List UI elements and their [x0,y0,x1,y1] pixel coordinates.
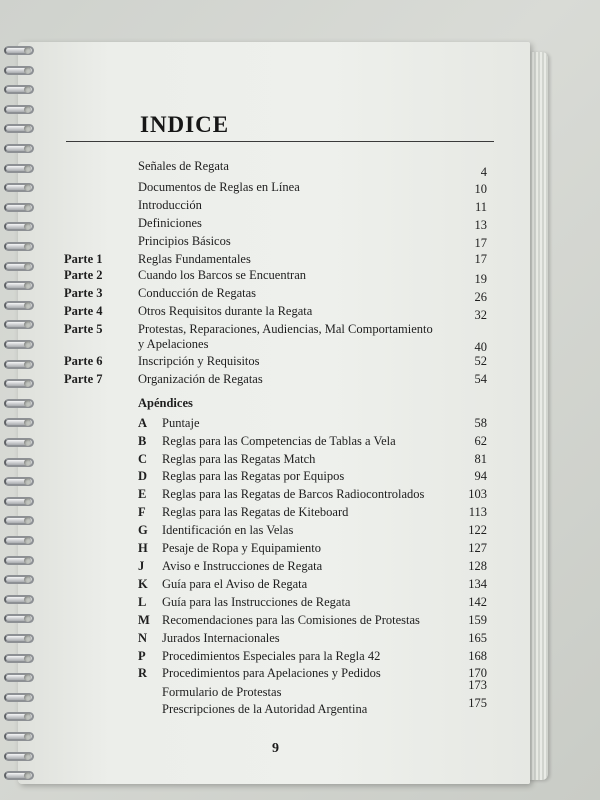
toc-title: Reglas Fundamentales [138,252,251,266]
toc-page: 17 [474,252,487,266]
appendix-row [0,467,487,485]
toc-page: 19 [474,272,487,286]
toc-row [0,214,487,232]
toc-row [0,320,487,356]
appendix-page: 173 [468,678,487,692]
appendix-title: Reglas para las Regatas de Kiteboard [162,505,349,519]
appendix-page: 94 [474,469,487,483]
appendix-row [0,485,487,503]
appendix-letter: J [138,559,145,573]
appendix-row [0,539,487,557]
toc-title: Señales de Regata [138,159,229,173]
appendix-page: 168 [468,649,487,663]
toc-page: 54 [474,372,487,386]
toc-page: 17 [474,236,487,250]
appendix-row [0,696,487,718]
appendix-title: Jurados Internacionales [162,631,280,645]
appendix-page: 113 [468,505,487,519]
appendix-title: Recomendaciones para las Comisiones de Protestas [162,613,420,627]
toc-title: Organización de Regatas [138,372,263,386]
appendix-title: Reglas para las Competencias de Tablas a Vela [162,434,396,448]
appendix-page: 165 [468,631,487,645]
appendix-title: Reglas para las Regatas de Barcos Radiocontrolados [162,487,425,501]
toc-title: Conducción de Regatas [138,286,257,300]
appendix-letter: H [138,541,148,555]
toc-part: Parte 4 [64,304,103,318]
appendix-letter: B [138,434,147,448]
toc-row [0,284,487,302]
appendix-page: 103 [468,487,487,501]
page-stack-edges [528,52,548,780]
toc-part: Parte 1 [64,252,103,266]
appendix-letter: L [138,595,147,609]
punch-hole [24,106,31,113]
appendix-row [0,575,487,593]
appendix-title: Reglas para las Regatas por Equipos [162,469,345,483]
appendix-row [0,557,487,575]
toc-page: 11 [474,200,487,214]
punch-hole [24,733,31,740]
appendix-row [0,432,487,450]
toc-row [0,178,487,196]
appendix-page: 170 [468,666,487,680]
toc-title: Cuando los Barcos se Encuentran [138,268,307,282]
appendix-row [0,629,487,647]
appendix-page: 128 [468,559,487,573]
toc-part: Parte 7 [64,372,103,386]
punch-hole [24,47,31,54]
appendix-page: 175 [468,696,487,710]
appendix-title: Identificación en las Velas [162,523,294,537]
appendix-letter: M [138,613,150,627]
appendix-letter: K [138,577,148,591]
toc-title: Inscripción y Requisitos [138,354,260,368]
appendix-page: 58 [474,416,487,430]
toc-row [0,302,487,320]
appendix-row [0,503,487,521]
appendix-page: 142 [468,595,487,609]
appendix-letter: G [138,523,148,537]
toc-row [0,352,487,370]
appendix-page: 127 [468,541,487,555]
toc-row [0,370,487,388]
appendix-page: 134 [468,577,487,591]
toc-part: Parte 3 [64,286,103,300]
appendix-row [0,414,487,432]
toc-title: Principios Básicos [138,234,231,248]
toc-title: Protestas, Reparaciones, Audiencias, Mal Comportamiento [138,322,433,336]
appendix-letter: E [138,487,147,501]
appendix-letter: D [138,469,148,483]
page-number: 9 [272,741,279,756]
title-rule [66,141,494,142]
appendix-row [0,664,487,682]
appendix-title: Formulario de Protestas [162,685,282,699]
toc-page: 40 [474,340,487,354]
appendix-page: 81 [474,452,487,466]
appendix-row [0,521,487,539]
appendix-title: Guía para las Instrucciones de Regata [162,595,351,609]
appendix-title: Pesaje de Ropa y Equipamiento [162,541,321,555]
appendix-page: 62 [474,434,487,448]
appendix-page: 122 [468,523,487,537]
appendix-title: Aviso e Instrucciones de Regata [162,559,323,573]
appendix-page: 159 [468,613,487,627]
toc-page: 26 [474,290,487,304]
appendix-letter: P [138,649,146,663]
toc-part: Parte 6 [64,354,103,368]
toc-page: 10 [474,182,487,196]
toc-title: Otros Requisitos durante la Regata [138,304,313,318]
appendix-row [0,611,487,629]
toc-page: 13 [474,218,487,232]
toc-row [0,266,487,284]
appendix-title: Procedimientos para Apelaciones y Pedidos [162,666,381,680]
appendix-letter: F [138,505,146,519]
appendices-heading: Apéndices [138,396,193,410]
punch-hole [24,67,31,74]
appendix-row [0,450,487,468]
appendix-row [0,593,487,611]
punch-hole [24,145,31,152]
punch-hole [24,753,31,760]
appendix-title: Prescripciones de la Autoridad Argentina [162,702,368,716]
toc-page: 4 [480,165,487,179]
toc-title: Definiciones [138,216,202,230]
toc-title: Introducción [138,198,202,212]
appendix-letter: N [138,631,148,645]
punch-hole [24,400,31,407]
appendix-row [0,678,487,701]
toc-row [0,157,487,179]
appendix-letter: R [138,666,148,680]
toc-part: Parte 5 [64,322,103,336]
appendix-row [0,647,487,665]
appendix-title: Guía para el Aviso de Regata [162,577,308,591]
toc-title: Documentos de Reglas en Línea [138,180,300,194]
appendix-letter: C [138,452,148,466]
toc-page: 32 [474,308,487,322]
toc-row [0,196,487,214]
toc-part: Parte 2 [64,268,103,282]
page-title: INDICE [140,112,230,137]
appendix-title: Procedimientos Especiales para la Regla 42 [162,649,381,663]
appendix-letter: A [138,416,148,430]
toc-title-continued: y Apelaciones [138,337,209,351]
appendix-title: Reglas para las Regatas Match [162,452,316,466]
appendix-title: Puntaje [162,416,200,430]
toc-row [0,232,487,250]
toc-page: 52 [474,354,487,368]
